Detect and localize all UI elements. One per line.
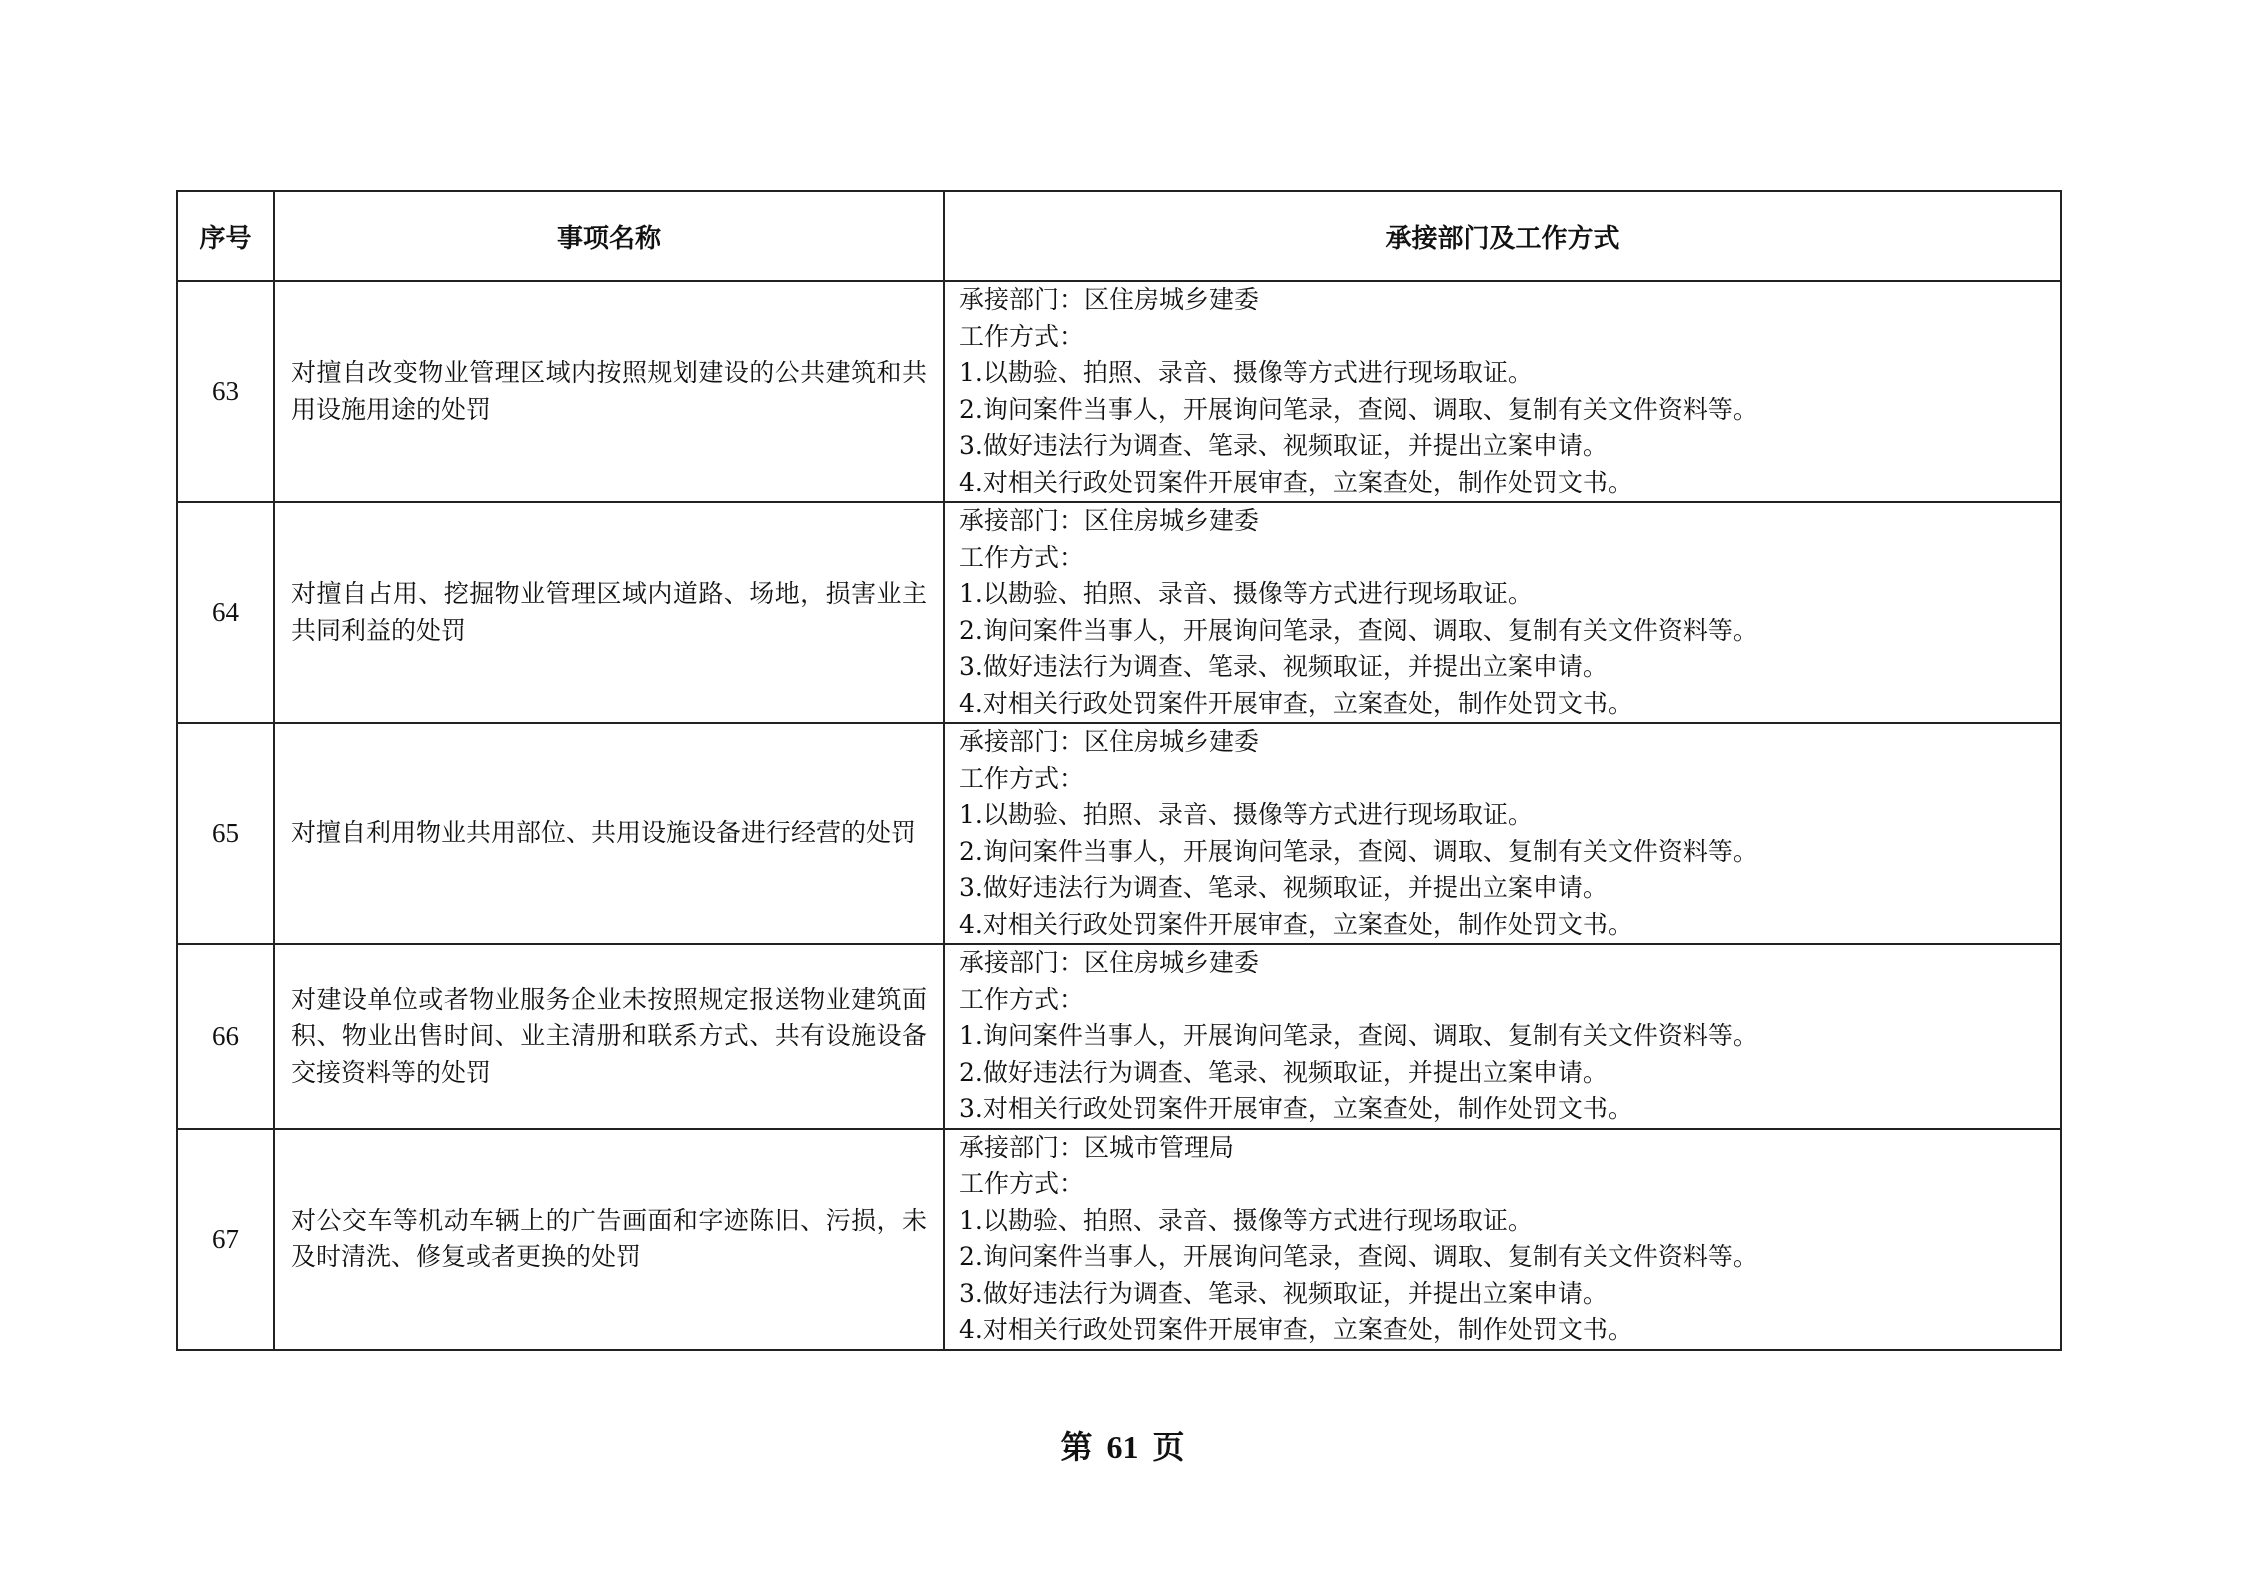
page-footer (0, 1422, 2245, 1468)
method-step-line: 3.对相关行政处罚案件开展审查，立案查处，制作处罚文书。 (959, 1094, 1633, 1123)
row-item-name: 对擅自占用、挖掘物业管理区域内道路、场地，损害业主共同利益的处罚 (274, 502, 944, 723)
row-seq-number: 65 (177, 723, 274, 944)
table-row (177, 502, 2061, 723)
method-heading-line: 工作方式： (959, 321, 1085, 351)
row-department-method (944, 723, 2061, 944)
method-heading-line: 工作方式： (959, 984, 1085, 1014)
method-step-line: 4.对相关行政处罚案件开展审查，立案查处，制作处罚文书。 (959, 909, 1633, 939)
row-department-method (944, 502, 2061, 723)
table-row (177, 281, 2061, 502)
row-department-method (944, 944, 2061, 1129)
table-row (177, 1129, 2061, 1350)
method-step-line: 2.做好违法行为调查、笔录、视频取证，并提出立案申请。 (959, 1057, 1608, 1087)
method-step-line: 2.询问案件当事人，开展询问笔录，查阅、调取、复制有关文件资料等。 (959, 1242, 1758, 1271)
method-step-line: 4.对相关行政处罚案件开展审查，立案查处，制作处罚文书。 (959, 1315, 1633, 1344)
department-line: 承接部门：区城市管理局 (959, 1132, 1235, 1162)
method-step-line: 1.以勘验、拍照、录音、摄像等方式进行现场取证。 (959, 1205, 1533, 1235)
row-item-name: 对擅自利用物业共用部位、共用设施设备进行经营的处罚 (274, 723, 944, 944)
method-step-line: 1.以勘验、拍照、录音、摄像等方式进行现场取证。 (959, 358, 1533, 387)
method-step-line: 1.以勘验、拍照、录音、摄像等方式进行现场取证。 (959, 579, 1533, 608)
method-step-line: 1.以勘验、拍照、录音、摄像等方式进行现场取证。 (959, 800, 1533, 829)
header-department-method: 承接部门及工作方式 (944, 191, 2061, 281)
responsibility-table (176, 190, 2062, 1351)
row-item-name: 对建设单位或者物业服务企业未按照规定报送物业建筑面积、物业出售时间、业主清册和联系方式、共有设施设备交接资料等的处罚 (274, 944, 944, 1129)
row-seq-number: 63 (177, 281, 274, 502)
department-line: 承接部门：区住房城乡建委 (959, 506, 1260, 535)
row-item-name: 对公交车等机动车辆上的广告画面和字迹陈旧、污损，未及时清洗、修复或者更换的处罚 (274, 1129, 944, 1350)
method-step-line: 2.询问案件当事人，开展询问笔录，查阅、调取、复制有关文件资料等。 (959, 836, 1758, 866)
method-heading-line: 工作方式： (959, 542, 1085, 572)
document-table-container (176, 190, 2060, 1351)
method-step-line: 4.对相关行政处罚案件开展审查，立案查处，制作处罚文书。 (959, 467, 1633, 497)
table-row (177, 944, 2061, 1129)
header-item-name: 事项名称 (274, 191, 944, 281)
row-item-name: 对擅自改变物业管理区域内按照规划建设的公共建筑和共用设施用途的处罚 (274, 281, 944, 502)
department-line: 承接部门：区住房城乡建委 (959, 948, 1260, 977)
method-step-line: 3.做好违法行为调查、笔录、视频取证，并提出立案申请。 (959, 873, 1608, 902)
table-body (177, 281, 2061, 1350)
method-step-line: 4.对相关行政处罚案件开展审查，立案查处，制作处罚文书。 (959, 688, 1633, 718)
row-seq-number: 66 (177, 944, 274, 1129)
page-number: 61 (1106, 1429, 1139, 1465)
method-step-line: 3.做好违法行为调查、笔录、视频取证，并提出立案申请。 (959, 652, 1608, 681)
method-step-line: 3.做好违法行为调查、笔录、视频取证，并提出立案申请。 (959, 1278, 1608, 1308)
department-line: 承接部门：区住房城乡建委 (959, 727, 1260, 756)
method-step-line: 1.询问案件当事人，开展询问笔录，查阅、调取、复制有关文件资料等。 (959, 1021, 1758, 1050)
page-prefix: 第 (1060, 1428, 1093, 1466)
row-department-method (944, 281, 2061, 502)
row-seq-number: 67 (177, 1129, 274, 1350)
method-heading-line: 工作方式： (959, 1169, 1085, 1198)
row-department-method (944, 1129, 2061, 1350)
method-step-line: 3.做好违法行为调查、笔录、视频取证，并提出立案申请。 (959, 431, 1608, 460)
method-heading-line: 工作方式： (959, 763, 1085, 793)
table-header-row (177, 191, 2061, 281)
page-suffix: 页 (1152, 1428, 1185, 1466)
row-seq-number: 64 (177, 502, 274, 723)
header-seq: 序号 (177, 191, 274, 281)
department-line: 承接部门：区住房城乡建委 (959, 285, 1260, 314)
method-step-line: 2.询问案件当事人，开展询问笔录，查阅、调取、复制有关文件资料等。 (959, 615, 1758, 645)
table-row (177, 723, 2061, 944)
method-step-line: 2.询问案件当事人，开展询问笔录，查阅、调取、复制有关文件资料等。 (959, 394, 1758, 424)
